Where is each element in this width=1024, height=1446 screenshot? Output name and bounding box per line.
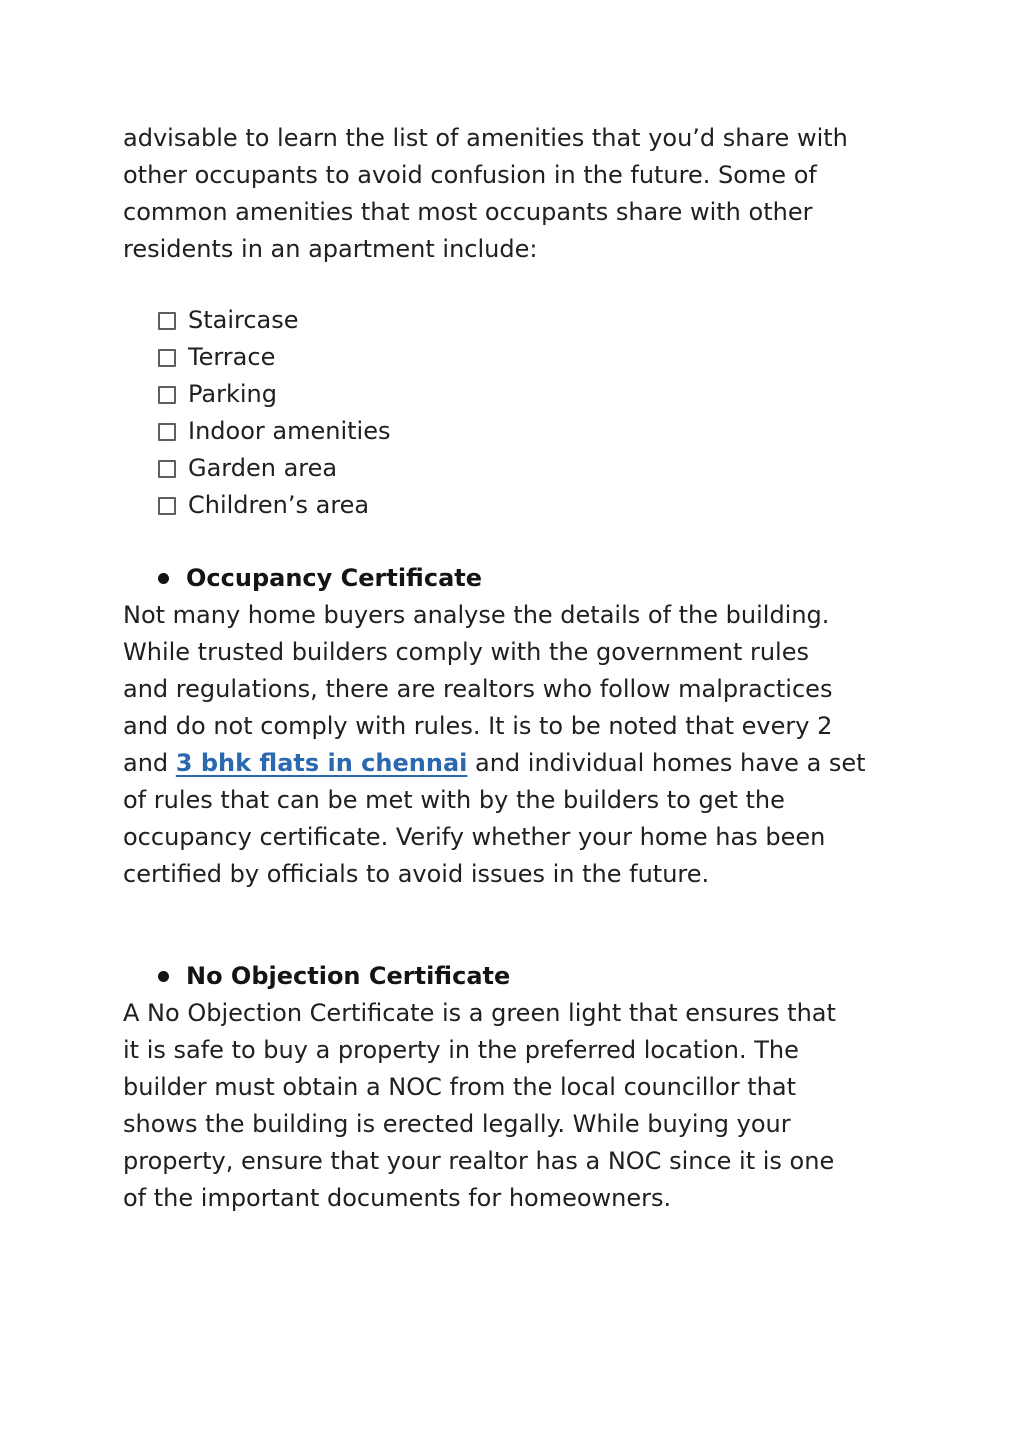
intro-paragraph — [123, 120, 924, 268]
link-line-suffix: and individual homes have a set — [467, 749, 866, 777]
checklist-item — [158, 339, 924, 376]
text-line: other occupants to avoid confusion in the future. Some of — [123, 161, 817, 189]
text-line: A No Objection Certificate is a green light that ensures that — [123, 999, 836, 1027]
text-line-with-link — [123, 745, 924, 782]
text-line: property, ensure that your realtor has a NOC since it is one — [123, 1147, 835, 1175]
bullet-icon — [158, 573, 169, 584]
checklist-item-label: Children’s area — [188, 491, 370, 519]
text-line: common amenities that most occupants share with other — [123, 198, 813, 226]
text-line: occupancy certificate. Verify whether your home has been — [123, 823, 826, 851]
checklist-item — [158, 376, 924, 413]
checklist-item — [158, 413, 924, 450]
checklist-item — [158, 302, 924, 339]
text-line: certified by officials to avoid issues in the future. — [123, 860, 710, 888]
checklist-item — [158, 450, 924, 487]
no-objection-certificate-heading — [123, 958, 924, 995]
occupancy-certificate-heading — [123, 560, 924, 597]
checkbox-icon — [158, 460, 176, 478]
checkbox-icon — [158, 497, 176, 515]
text-line: it is safe to buy a property in the preferred location. The — [123, 1036, 799, 1064]
noc-paragraph — [123, 995, 924, 1217]
section-heading-label: No Objection Certificate — [186, 962, 511, 990]
text-line: advisable to learn the list of amenities that you’d share with — [123, 124, 848, 152]
text-line: builder must obtain a NOC from the local councillor that — [123, 1073, 796, 1101]
checklist-item-label: Staircase — [188, 306, 299, 334]
checklist-item-label: Terrace — [188, 343, 276, 371]
checklist-item-label: Indoor amenities — [188, 417, 391, 445]
link-line-prefix: and — [123, 749, 176, 777]
text-line: and do not comply with rules. It is to be noted that every 2 — [123, 712, 833, 740]
amenities-checklist — [123, 302, 924, 524]
text-line: While trusted builders comply with the government rules — [123, 638, 809, 666]
text-line: of the important documents for homeowners. — [123, 1184, 672, 1212]
checkbox-icon — [158, 349, 176, 367]
section-heading-label: Occupancy Certificate — [186, 564, 483, 592]
checkbox-icon — [158, 312, 176, 330]
checkbox-icon — [158, 423, 176, 441]
text-line: residents in an apartment include: — [123, 235, 538, 263]
text-line: Not many home buyers analyse the details of the building. — [123, 601, 830, 629]
occupancy-paragraph — [123, 597, 924, 893]
bullet-icon — [158, 971, 169, 982]
text-line: shows the building is erected legally. While buying your — [123, 1110, 791, 1138]
text-line: of rules that can be met with by the builders to get the — [123, 786, 785, 814]
checklist-item-label: Parking — [188, 380, 277, 408]
bhk-flats-in-chennai-link[interactable]: 3 bhk flats in chennai — [175, 749, 468, 777]
checklist-item — [158, 487, 924, 524]
text-line: and regulations, there are realtors who follow malpractices — [123, 675, 833, 703]
checkbox-icon — [158, 386, 176, 404]
checklist-item-label: Garden area — [188, 454, 338, 482]
